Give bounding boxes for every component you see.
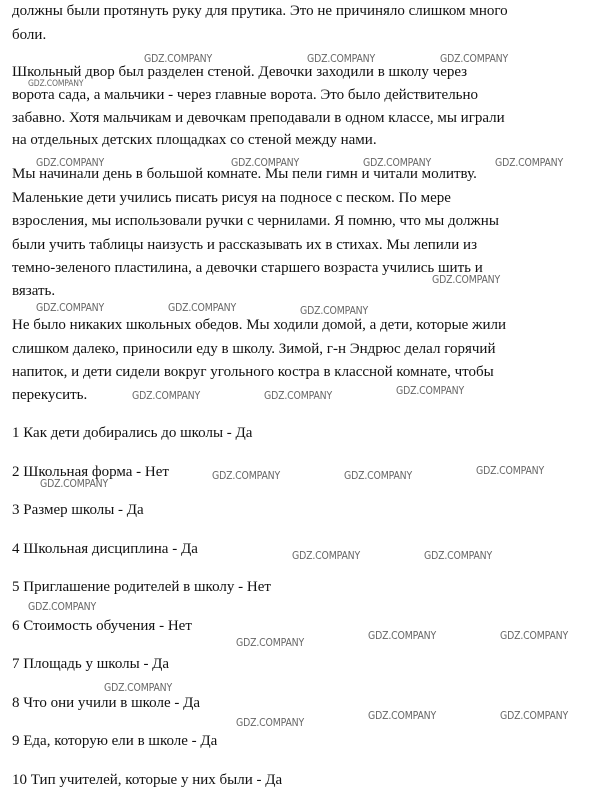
- watermark: GDZ.COMPANY: [28, 600, 97, 613]
- answer-item: 8 Что они учили в школе - Да: [12, 695, 200, 711]
- watermark: GDZ.COMPANY: [231, 156, 300, 169]
- watermark: GDZ.COMPANY: [28, 79, 84, 89]
- answer-item: 5 Приглашение родителей в школу - Нет: [12, 579, 271, 595]
- watermark: GDZ.COMPANY: [236, 716, 305, 729]
- text-line: должны были протянуть руку для прутика. Это не причиняло слишком много: [12, 3, 508, 19]
- text-line: ворота сада, а мальчики - через главные ворота. Это было действительно: [12, 87, 479, 103]
- answer-item: 6 Стоимость обучения - Нет: [12, 618, 192, 634]
- watermark: GDZ.COMPANY: [36, 301, 105, 314]
- watermark: GDZ.COMPANY: [168, 301, 237, 314]
- answer-item: 2 Школьная форма - Нет: [12, 464, 169, 480]
- text-line: взросления, мы использовали ручки с чернилами. Я помню, что мы должны: [12, 213, 499, 229]
- text-line: Маленькие дети учились писать рисуя на подносе с песком. По мере: [12, 190, 451, 206]
- answer-item: 7 Площадь у школы - Да: [12, 656, 170, 672]
- watermark: GDZ.COMPANY: [432, 273, 501, 286]
- watermark: GDZ.COMPANY: [264, 389, 333, 402]
- text-line: слишком далеко, приносили еду в школу. Зимой, г-н Эндрюс делал горячий: [12, 341, 496, 357]
- watermark: GDZ.COMPANY: [212, 469, 281, 482]
- watermark: GDZ.COMPANY: [368, 709, 437, 722]
- watermark: GDZ.COMPANY: [344, 469, 413, 482]
- answer-item: 4 Школьная дисциплина - Да: [12, 541, 198, 557]
- answer-item: 9 Еда, которую ели в школе - Да: [12, 733, 218, 749]
- watermark: GDZ.COMPANY: [300, 304, 369, 317]
- watermark: GDZ.COMPANY: [500, 709, 569, 722]
- text-line: вязать.: [12, 283, 56, 299]
- watermark: GDZ.COMPANY: [363, 156, 432, 169]
- text-line: забавно. Хотя мальчикам и девочкам преподавали в одном классе, мы играли: [12, 110, 505, 126]
- watermark: GDZ.COMPANY: [36, 156, 105, 169]
- watermark: GDZ.COMPANY: [440, 52, 509, 65]
- text-line: Школьный двор был разделен стеной. Девочки заходили в школу через: [12, 64, 468, 80]
- answer-item: 3 Размер школы - Да: [12, 502, 144, 518]
- text-line: боли.: [12, 27, 47, 43]
- answer-item: 1 Как дети добирались до школы - Да: [12, 425, 253, 441]
- watermark: GDZ.COMPANY: [307, 52, 376, 65]
- text-line: на отдельных детских площадках со стеной между нами.: [12, 132, 377, 148]
- text-line: напиток, и дети сидели вокруг угольного костра в классной комнате, чтобы: [12, 364, 494, 380]
- watermark: GDZ.COMPANY: [236, 636, 305, 649]
- watermark: GDZ.COMPANY: [104, 681, 173, 694]
- text-line: перекусить.: [12, 387, 88, 403]
- text-line: темно-зеленого пластилина, а девочки старшего возраста учились шить и: [12, 260, 483, 276]
- watermark: GDZ.COMPANY: [132, 389, 201, 402]
- watermark: GDZ.COMPANY: [495, 156, 564, 169]
- text-line: были учить таблицы наизусть и рассказывать их в стихах. Мы лепили из: [12, 237, 477, 253]
- text-line: Мы начинали день в большой комнате. Мы пели гимн и читали молитву.: [12, 166, 477, 182]
- watermark: GDZ.COMPANY: [292, 549, 361, 562]
- watermark: GDZ.COMPANY: [368, 629, 437, 642]
- watermark: GDZ.COMPANY: [500, 629, 569, 642]
- watermark: GDZ.COMPANY: [40, 477, 109, 490]
- watermark: GDZ.COMPANY: [144, 52, 213, 65]
- watermark: GDZ.COMPANY: [396, 384, 465, 397]
- watermark: GDZ.COMPANY: [424, 549, 493, 562]
- answer-item: 10 Тип учителей, которые у них были - Да: [12, 772, 283, 788]
- watermark: GDZ.COMPANY: [476, 464, 545, 477]
- text-line: Не было никаких школьных обедов. Мы ходили домой, а дети, которые жили: [12, 317, 506, 333]
